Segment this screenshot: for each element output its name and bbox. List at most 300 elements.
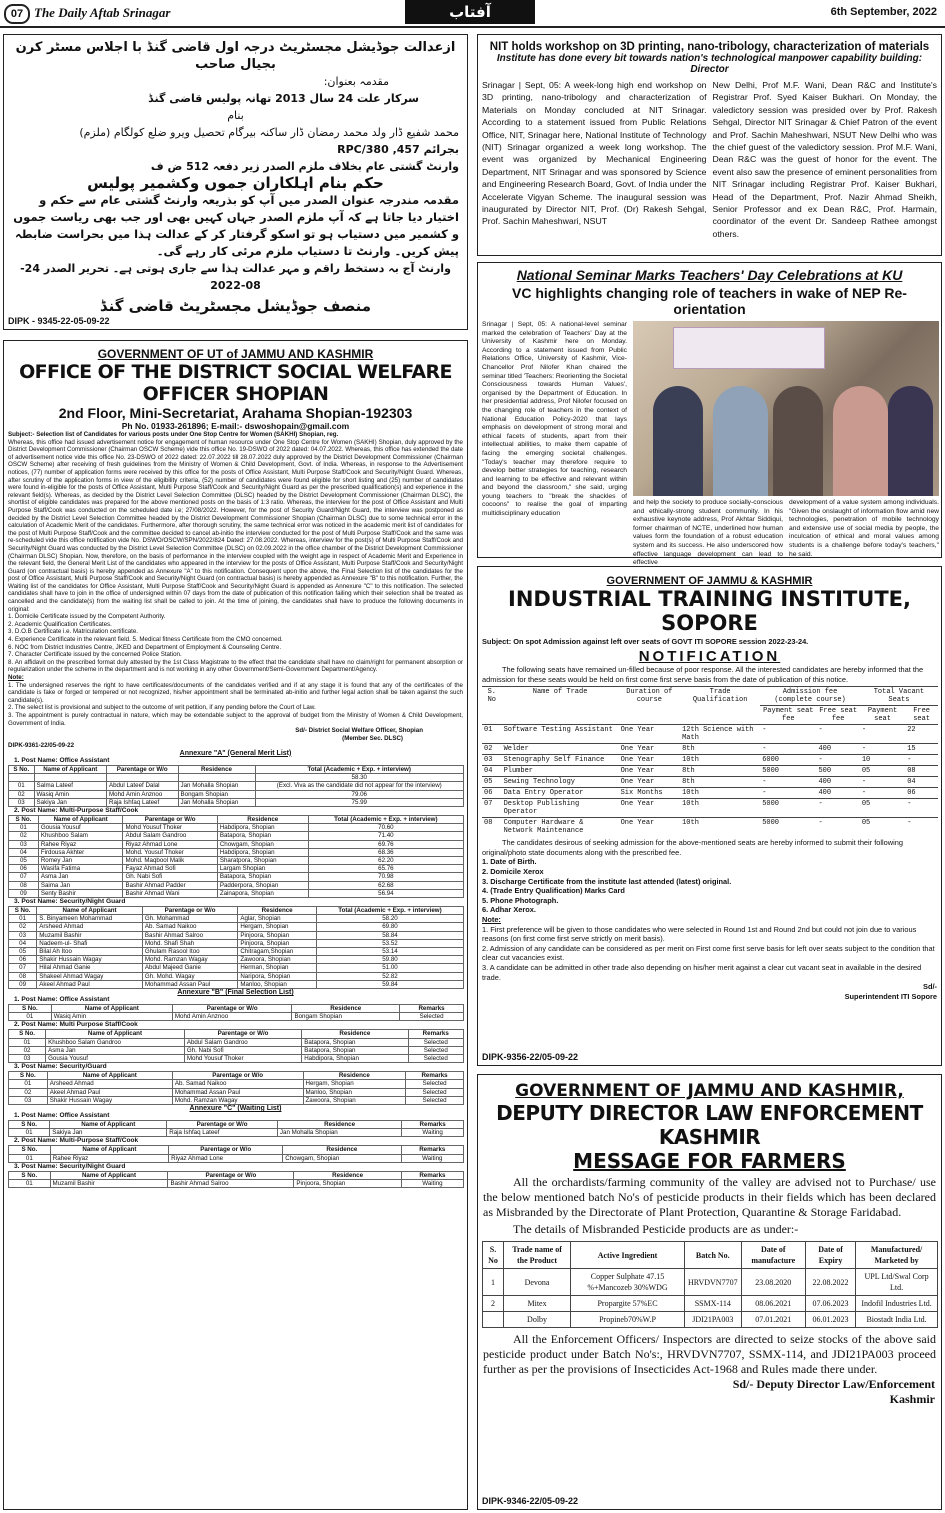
table-cell: Fayaz Ahmad Sofi [123,865,217,873]
table-cell: Gousia Yousuf [46,1055,185,1063]
selection-table [8,1120,464,1137]
table-cell: 23.08.2020 [741,1269,805,1296]
table-cell: Riyaz Ahmad Lone [123,840,217,848]
table-cell: SSMX-114 [685,1296,742,1312]
table-cell: 10th [680,788,760,799]
table-cell: - [816,725,859,744]
col-header: Residence [303,1072,406,1080]
shopian-signature-2: (Member Sec. DLSC) [342,734,403,742]
person-figure [653,386,703,496]
ku-col-1: Srinagar | Sept, 05: A national-level seminar marked the celebration of Teachers' Day at the University of Kashmir here on Monday. According to a statement issued from Public Relations Office, University of Kashmir, Vice-Chancellor Prof Nilofer Khan chaired the seminar titled 'Teachers: Reorienting the Societal Consciousness towards Human Values', organised by the Department of Education. In her presidential address, Prof Nilofer focused on the changing role of teachers in the context of National Education Policy-2020 that lays emphasis on development of strong moral and ethical facets of students, apart from their intellectual abilities, to make them capable of facing the emerging societal challenges. "Today's teacher may therefore require to develop better strategies for teaching, research and learning to be effective and relevant within and beyond the classroom," she said, urging young teachers to "break the shackles of cocoons" to realise the goal of imparting multidisciplinary education [482,321,627,518]
law-para-2: The details of Misbranded Pesticide products are as under:- [513,1222,799,1236]
table-row [9,1046,464,1054]
table-row [9,824,464,832]
issue-date: 6th September, 2022 [830,6,937,18]
table-row [9,964,464,972]
dipk-number: DIPK - 9345-22-05-09-22 [8,316,110,326]
table-cell: 10th [680,818,760,837]
table-cell: Herman, Shopian [238,964,317,972]
table-cell: Mohd Yousuf Thoker [123,824,217,832]
table-cell: Salma Lateef [34,782,106,790]
table-cell: Plumber [502,766,619,777]
section-title: 2. Post Name: Multi-Purpose Staff/Cook [14,806,139,814]
table-cell: Selected [408,1038,464,1046]
table-row [9,939,464,947]
col-header: Remarks [401,1146,463,1154]
iti-title: INDUSTRIAL TRAINING INSTITUTE, SOPORE [508,587,911,635]
table-row [9,856,464,864]
table-cell: 5000 [760,818,816,837]
pesticide-table [482,1241,938,1328]
masthead-logo: آفتاب [405,0,535,24]
doc-item: 2. Domicile Xerox [482,866,544,876]
table-cell: Dolby [504,1312,571,1328]
table-cell: 01 [9,1013,52,1021]
table-cell: 02 [9,832,39,840]
urdu-body: مقدمہ مندرجہ عنوان الصدر میں آپ کو بذریعہ وارنٹ گشتی عام سے حکم و اختیار دیا جاتا ہے کہ آپ ملزم الصدر جہاں کہیں بھی اور جب بھی ریاست جموں و کشمیر میں دستیاب ہو تو اسکو گرفتار کر کے عدالت ہذا میں بحراست ضابطہ پیش کریں۔ وارنٹ تا دستیاب ملزم مرئی کار رہے گی۔ [13,193,459,258]
table-cell: 01 [9,915,37,923]
table-cell: Mohd Yousuf Thoker [184,1055,301,1063]
section-title: 1. Post Name: Office Assistant [14,1112,110,1120]
table-row [9,873,464,881]
selection-table [8,1004,464,1021]
table-cell: Batapora, Shopian [302,1038,408,1046]
table-cell: 01 [9,1154,51,1162]
table-cell: Wasiq Amin [51,1013,172,1021]
doc-item: 3. Discharge Certificate from the institute last attended (latest) original. [482,876,732,886]
table-cell: 04 [482,766,502,777]
table-cell: Naripora, Shopian [238,972,317,980]
table-row [9,931,464,939]
table-cell: UPL Ltd/Swal Corp Ltd. [856,1269,938,1296]
table-row [9,1180,464,1188]
col-header: S No. [9,815,39,823]
law-para-3: All the Enforcement Officers/ Inspectors are directed to seize stocks of the above said pesticide product under Batch No's:, HRVDVN7707, SSMX-114, and JDI21PA003 proceed further as per the provisions of Insecticides Act-1968 and Rules made there under. [483,1332,936,1376]
section-title: 3. Post Name: Security/Guard [14,1063,107,1071]
annexure-a-title: Annexure "A" (General Merit List) [179,749,292,757]
table-cell: 03 [9,1055,46,1063]
table-cell [106,774,178,782]
table-cell: 400 [816,744,859,755]
col-header: Remarks [401,1171,463,1179]
col-header: Name of Applicant [50,1121,167,1129]
table-cell: 22.08.2022 [805,1269,855,1296]
section-title: 1. Post Name: Office Assistant [14,756,110,764]
col-header: Residence [217,815,308,823]
col-header: Residence [178,765,255,773]
table-cell: Mohammad Assan Paul [142,980,237,988]
law-subtitle: MESSAGE FOR FARMERS [573,1149,846,1173]
table-cell: Copper Sulphate 47.15 %+Mancozeb 30%WDG [571,1269,685,1296]
table-cell: 62.68 [308,881,463,889]
col-header: Residence [302,1030,408,1038]
table-cell: Waiting [402,1129,464,1137]
table-cell: 500 [816,766,859,777]
dipk-number: DIPK-9356-22/05-09-22 [482,1052,579,1062]
table-cell: 01 [9,824,39,832]
table-cell: 71.40 [308,832,463,840]
table-cell: Selected [406,1080,464,1088]
table-row [482,755,938,766]
table-row [482,766,938,777]
table-cell: Asma Jan [38,873,123,881]
section-title: 1. Post Name: Office Assistant [14,996,110,1004]
col-header: Name of Applicant [38,815,123,823]
iti-docs [478,857,941,915]
doc-item: 2. Academic Qualification Certificates. [8,620,112,628]
table-cell: Indofil Industries Ltd. [856,1296,938,1312]
table-cell: 10th [680,799,760,818]
table-row [9,881,464,889]
table-cell: Arsheed Ahmad [37,923,143,931]
dipk-number: DIPK-9346-22/05-09-22 [482,1496,579,1506]
table-cell: Asma Jan [46,1046,185,1054]
iti-subject: Subject: On spot Admission against left over seats of GOVT ITI SOPORE session 2022-23-24. [482,637,809,646]
table-cell: Habdipora, Shopian [217,848,308,856]
table-cell: Jan Mohalla Shopian [277,1129,401,1137]
urdu-court-notice [3,34,468,330]
table-cell: 02 [9,1088,48,1096]
table-row [9,790,464,798]
table-cell [34,774,106,782]
urdu-signature: منصف جوڈیشل مجسٹریٹ قاضی گنڈ [99,297,372,315]
table-cell: Mohd. Yousuf Thoker [123,848,217,856]
table-cell: Jan Mohalla Shopian [178,782,255,790]
nit-subtitle: Institute has done every bit towards nation's technological manpower capability building: Director [496,53,923,75]
note-label: Note: [482,914,501,924]
col-header: Manufactured/ Marketed by [856,1242,938,1269]
section-title: 3. Post Name: Security/Night Guard [14,897,126,905]
shopian-contact: Ph No. 01933-261896; E-mail:- dswoshopain@gmail.com [121,421,350,431]
table-row [9,948,464,956]
table-cell: Mohd. Shafi Shah [142,939,237,947]
table-cell: Sharatpora, Shopian [217,856,308,864]
annexure-c-title: Annexure "C" (Waiting List) [189,1105,282,1113]
table-cell: One Year [619,799,680,818]
annexure-a [4,757,467,989]
table-cell: Arsheed Ahmad [47,1080,172,1088]
table-cell: Welder [502,744,619,755]
table-cell: Pinjoora, Shopian [238,939,317,947]
table-cell: - [816,755,859,766]
col-header: Remarks [406,1072,464,1080]
ku-col-3: development of a value system among individuals. "Given the onslaught of information flow amid new technologies, penetration of mobile technology and extensive use of social media by people, the inculcation of ethical and moral values among students is a challenge before today's teachers," he said. [789,499,939,558]
table-cell: Shakeel Ahmad Wagay [37,972,143,980]
col-header: Total (Academic + Exp. + interview) [316,906,463,914]
note-item: 1. First preference will be given to those candidates who were selected in Round 1st and Round 2nd but could not join due to various reasons (on first come first serve strictly on merit basis). [482,924,917,944]
table-cell: Bashir Ahmad Padder [123,881,217,889]
table-cell: Gousia Yousuf [38,824,123,832]
col-header: Parentage or W/o [167,1121,278,1129]
table-row [482,744,938,755]
table-cell: 65.76 [308,865,463,873]
table-cell: - [905,799,938,818]
table-cell: 06.01.2023 [805,1312,855,1328]
table-cell: 07 [9,873,39,881]
newspaper-name: The Daily Aftab Srinagar [34,5,171,20]
col-header: Total (Academic + Exp. + interview) [255,765,464,773]
table-row [483,1312,938,1328]
col-header: Name of Applicant [37,906,143,914]
table-cell: 02 [9,790,35,798]
table-cell: One Year [619,744,680,755]
table-cell: 58.84 [316,931,463,939]
col-header: Parentage or W/o [172,1005,292,1013]
table-row [483,1269,938,1296]
ku-title: VC highlights changing role of teachers in wake of NEP Re-orientation [512,285,907,317]
table-cell: Romey Jan [38,856,123,864]
table-cell: 8th [680,777,760,788]
table-cell: 75.99 [255,798,464,806]
col-header: Name of Applicant [46,1030,185,1038]
table-cell: - [860,788,905,799]
table-cell: 03 [9,840,39,848]
table-cell: Ghulam Rasool Itoo [142,948,237,956]
table-cell: 08 [482,818,502,837]
table-row [9,1129,464,1137]
nit-col-1: Srinagar | Sept, 05: A week-long high end workshop on 3D printing, nano-tribology and characterization of Materials on Monday concluded at NIT Srinagar. According to a statement issued from Public Relations Office, NIT, Srinagar here, National Institute of Technology (NIT) Srinagar organized a week long workshop. The event was organized by Mechanical Engineering Department, NIT Srinagar and was sponsored by Science and Engineering Research Board, Govt. of India under the Accelerate Vigyan Scheme. The inaugural session was inaugurated by Director NIT, Prof. (Dr) Rakesh Sehgal, Prof. Sachin Maheshwari, NSUT [482,80,707,227]
table-cell: 01 [482,725,502,744]
shopian-selection-notice [3,340,468,1510]
shopian-subject: Subject:- Selection list of Candidates for various posts under One Stop Centre for Women (SAKHI) Shopian, reg. [8,431,339,438]
table-row [482,777,938,788]
table-cell: Mohd Amin Anznoo [172,1013,292,1021]
table-cell: Wasifa Fatima [38,865,123,873]
table-cell: - [760,777,816,788]
table-cell: 69.80 [316,923,463,931]
table-cell: Hergam, Shopian [238,923,317,931]
iti-notes [478,915,941,1001]
col-subheader: Payment seat [860,706,905,725]
table-cell: Bashir Ahmad Salroo [168,1180,294,1188]
table-cell: 07 [9,964,37,972]
table-cell: Manloo, Shopian [238,980,317,988]
table-cell: Rahee Riyaz [38,840,123,848]
urdu-line: بنام [227,109,244,122]
shopian-address: 2nd Floor, Mini-Secretariat, Arahama Shopian-192303 [58,405,413,421]
table-row [9,1038,464,1046]
col-header: S No. [9,1146,51,1154]
table-cell: One Year [619,818,680,837]
table-cell: 70.98 [308,873,463,881]
table-row [9,1055,464,1063]
table-cell: 8th [680,744,760,755]
table-cell [9,774,35,782]
col-header: Batch No. [685,1242,742,1269]
table-cell: 06 [905,788,938,799]
annexure-b [4,996,467,1105]
col-header: Name of Applicant [51,1005,172,1013]
table-cell: Pinjoora, Shopian [238,931,317,939]
table-cell: 53.14 [316,948,463,956]
urdu-line: مقدمہ بعنوان: [323,75,389,88]
iti-gov: GOVERNMENT OF JAMMU & KASHMIR [606,575,813,587]
table-cell: 15 [905,744,938,755]
table-cell: 5000 [760,799,816,818]
table-row [482,788,938,799]
table-cell: - [860,744,905,755]
table-cell: Zainapora, Shopian [217,889,308,897]
col-header: Residence [292,1005,400,1013]
doc-item: 4. Experience Certificate in the relevant field. 5. Medical fitness Certificate from the CMO concerned. [8,636,283,644]
nit-title: NIT holds workshop on 3D printing, nano-tribology, characterization of materials [489,41,930,53]
section-title: 3. Post Name: Security/Night Guard [14,1162,126,1170]
table-cell: 08 [9,972,37,980]
table-cell: Ab. Samad Naikoo [172,1080,303,1088]
table-cell: 10th [680,755,760,766]
table-cell: Desktop Publishing Operator [502,799,619,818]
ku-kicker: National Seminar Marks Teachers' Day Celebrations at KU [516,267,903,283]
table-cell: JDI21PA003 [685,1312,742,1328]
table-cell: - [860,725,905,744]
table-cell: Zawoora, Shopian [238,956,317,964]
col-header: Parentage or W/o [123,815,217,823]
table-cell: One Year [619,766,680,777]
table-cell: HRVDVN7707 [685,1269,742,1296]
table-cell: Selected [406,1096,464,1104]
table-cell: Propineb70%W.P [571,1312,685,1328]
table-cell: 03 [9,798,35,806]
law-enforcement-notice [477,1074,942,1510]
selection-table [8,765,464,807]
table-cell: One Year [619,777,680,788]
table-cell: Mitex [504,1296,571,1312]
table-cell: 68.36 [308,848,463,856]
table-cell: Software Testing Assistant [502,725,619,744]
selection-table [8,1171,464,1188]
col-header: Name of Applicant [47,1072,172,1080]
table-cell: 01 [9,1180,51,1188]
table-row [482,818,938,837]
col-header: Parentage or W/o [106,765,178,773]
table-cell: Propargite 57%EC [571,1296,685,1312]
table-cell: 08.06.2021 [741,1296,805,1312]
doc-item: 7. Character Certificate issued by the concerned Police Station. [8,651,182,659]
section-title: 2. Post Name: Multi Purpose Staff/Cook [14,1021,138,1029]
table-cell: Pinjoora, Shopian [294,1180,401,1188]
iti-sign-1: Sd/- [923,982,937,992]
iti-sign-2: Superintendent ITI Sopore [844,991,937,1001]
table-row [9,889,464,897]
table-cell: Muzamil Bashir [50,1180,168,1188]
table-cell: Gh. Mohd. Wagay [142,972,237,980]
table-row [9,915,464,923]
col-header: S No. [9,765,35,773]
table-cell: Chowgam, Shopian [217,840,308,848]
col-header: Parentage or W/o [184,1030,301,1038]
table-row [9,1013,464,1021]
table-row [9,1080,464,1088]
table-row [9,848,464,856]
law-title: DEPUTY DIRECTOR LAW ENFORCEMENT KASHMIR [496,1101,923,1149]
shopian-gov: GOVERNMENT OF UT of JAMMU AND KASHMIR [97,347,374,361]
table-cell: Waiting [401,1180,463,1188]
table-cell: Khushboo Salam [38,832,123,840]
col-header: Trade name of the Product [504,1242,571,1269]
table-row [9,840,464,848]
table-cell: 05 [9,948,37,956]
iti-seats-table [482,686,938,836]
col-header: Residence [277,1121,401,1129]
table-cell: 05 [9,856,39,864]
selection-table [8,1145,464,1162]
doc-item: 3. D.O.B Certificate i.e. Matriculation certificate. [8,628,138,636]
table-cell: Sakiya Jan [34,798,106,806]
nit-col-2: New Delhi, Prof M.F. Wani, Dean R&C and Institute's Registrar Prof. Syed Kaiser Bukhari. On Monday, the valedictory session was presided over by Prof. Rakesh Sehgal, Director NIT Srinagar & Chief Patron of the event and Prof. Sachin Maheshwari, NSUT New Delhi who was the chief guest of the valedictory session. Prof M.F. Wani, Dean R&C was the guest of honor for the event. The event also saw the presence of eminent personalities from NIT Srinagar including Registrar Prof. Kaiser Bukhari, Head of the Department, Prof. Nazir Ahmad Sheikh, Senior Professor and ex Dean R&C, Prof. Harmain, coordinator of the event Dr. Sandeep Rathee amongst others. [712,80,937,239]
table-row [9,832,464,840]
table-cell: Selected [400,1013,464,1021]
table-cell: 09 [9,980,37,988]
table-cell: Padderpora, Shopian [217,881,308,889]
table-cell: 400 [816,788,859,799]
note-label: Note: [8,674,24,681]
table-cell: Mohd. Maqbool Malik [123,856,217,864]
col-header: Active Ingredient [571,1242,685,1269]
col-header: S No. [9,1030,46,1038]
table-cell: - [816,818,859,837]
person-figure [833,386,888,496]
table-cell: Biostadt India Ltd. [856,1312,938,1328]
col-header: Parentage or W/o [172,1072,303,1080]
table-cell: 69.76 [308,840,463,848]
shopian-docs [4,613,467,750]
table-row [9,865,464,873]
table-cell: 58.30 [255,774,464,782]
iti-notification [477,566,942,1066]
table-cell: 22 [905,725,938,744]
table-cell: 06 [9,865,39,873]
table-cell: 02 [482,744,502,755]
doc-item: 1. Domicile Certificate issued by the Competent Authority. [8,613,166,621]
table-cell: 59.84 [316,980,463,988]
table-cell: Nadeem-ul- Shafi [37,939,143,947]
col-header: S. No [482,687,502,725]
col-header: Total (Academic + Exp. + interview) [308,815,463,823]
table-cell: 09 [9,889,39,897]
table-cell: - [905,818,938,837]
table-cell [178,774,255,782]
doc-item: 4. (Trade Entry Qualification) Marks Card [482,886,625,896]
table-cell: Bashir Ahmad Wani [123,889,217,897]
table-cell: Abdul Salam Gandroo [123,832,217,840]
table-cell: Saima Jan [38,881,123,889]
table-cell: Shakir Hussain Wagay [47,1096,172,1104]
table-cell: Raja Ishfaq Lateef [106,798,178,806]
table-row [9,1096,464,1104]
seminar-photo [633,321,939,496]
col-header: S No. [9,906,37,914]
table-cell: 53.52 [316,939,463,947]
table-cell: Riyaz Ahmad Lone [169,1154,283,1162]
col-header: Remarks [402,1121,464,1129]
table-cell: Chowgam, Shopian [283,1154,401,1162]
table-cell: One Year [619,725,680,744]
table-cell: Abdul Salam Gandroo [184,1038,301,1046]
table-cell: Abdul Lateef Dalal [106,782,178,790]
table-cell: 03 [9,1096,48,1104]
section-title: 2. Post Name: Multi-Purpose Staff/Cook [14,1137,139,1145]
table-cell: Largam Shopian [217,865,308,873]
table-cell: Computer Hardware & Network Maintenance [502,818,619,837]
col-header: Name of Trade [502,687,619,725]
table-cell: - [760,788,816,799]
doc-item: 6. NOC from District Industries Centre, JKED and Department of Employment & Counseling Centre. [8,643,282,651]
law-sign-2: Kashmir [889,1392,935,1406]
table-row [482,799,938,818]
urdu-line: بجرائم 457, 380/RPC [337,143,459,156]
col-header: Trade Qualification [680,687,760,725]
col-header: S No. [9,1121,50,1129]
